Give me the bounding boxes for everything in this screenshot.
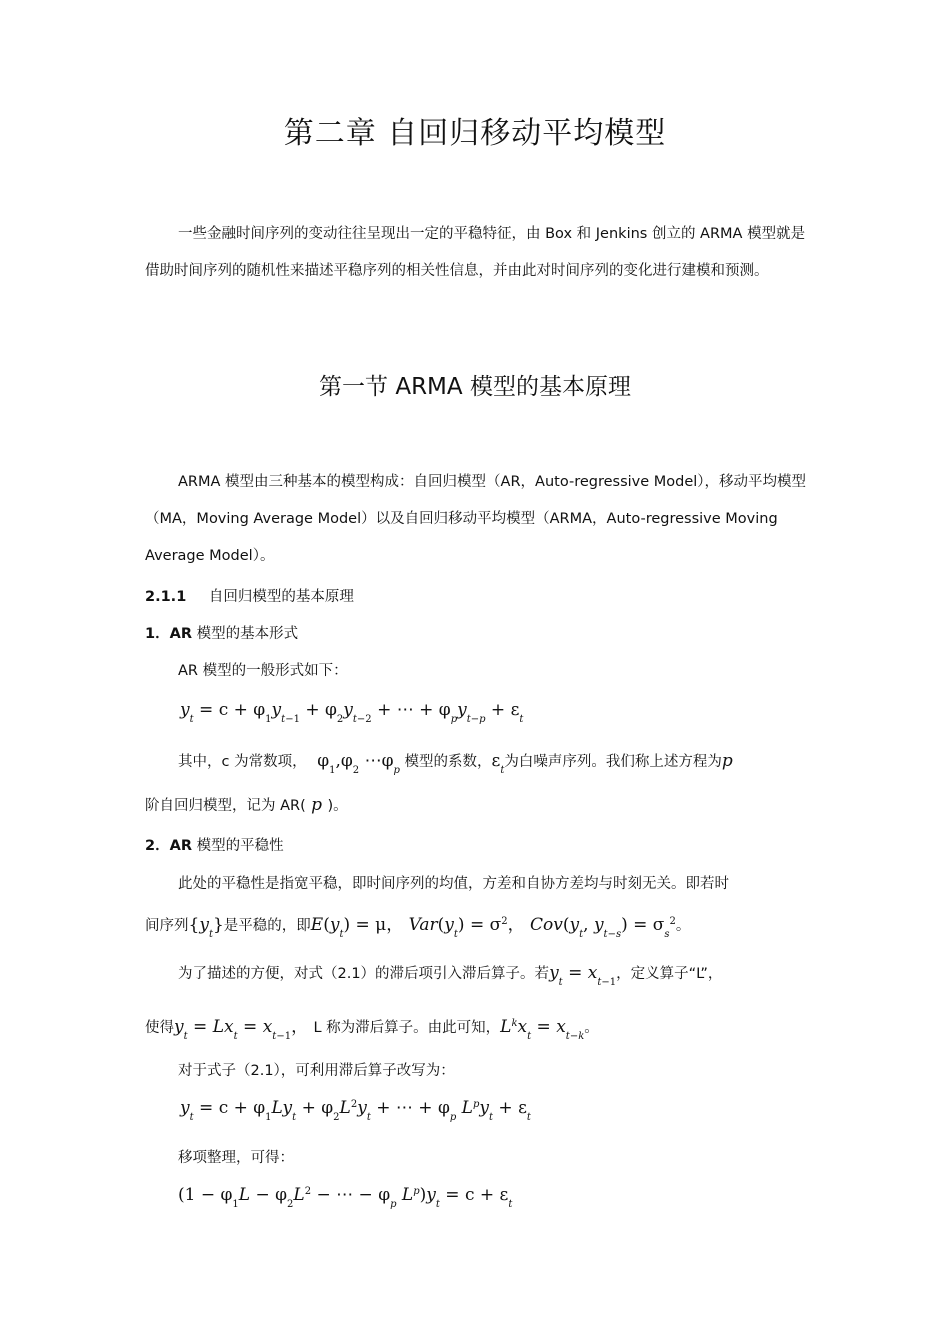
stationarity-line1: 此处的平稳性是指宽平稳，即时间序列的均值，方差和自协方差均与时刻无关。即若时 — [178, 876, 729, 892]
item1-heading — [145, 622, 298, 643]
lag-form-equation: $y_t = c + \varphi_1Ly_t + \varphi_2L^2y_t$ + ⋯ + $\varphi_p$ $L^py_t + \varepsilon_t$ — [180, 1098, 531, 1123]
item1-number: 1． — [145, 626, 170, 642]
arma-paragraph: ARMA 模型由三种基本的模型构成：自回归模型（AR，Auto-regressive Model），移动平均模型（MA，Moving Average Model）以及自回归移动平均模型（ARMA，Auto-regressive Moving Average Model）。 — [145, 474, 807, 564]
where-part4: 阶自回归模型，记为 AR( — [145, 798, 306, 814]
chapter-title: 第二章 自回归移动平均模型 — [283, 116, 667, 151]
intro-paragraph: 一些金融时间序列的变动往往呈现出一定的平稳特征，由 Box 和 Jenkins 创立的 ARMA 模型就是借助时间序列的随机性来描述平稳序列的相关性信息，并由此对时间序列的变化进行建模和预测。 — [145, 226, 806, 279]
subsection-heading — [145, 585, 354, 606]
series-set: $\{y_t\}$ — [188, 915, 224, 940]
item2-title: 模型的平稳性 — [191, 838, 284, 854]
where-part3: 为白噪声序列。我们称上述方程为 — [504, 754, 722, 770]
lag-operator-eq: $y_t = Lx_t = x_{t-1}$， — [174, 1017, 314, 1042]
p-symbol: p — [721, 751, 733, 771]
rewrite-intro: 对于式子（2.1），可利用滞后算子改写为： — [178, 1063, 455, 1079]
where-part5: )。 — [327, 798, 348, 814]
lag-line1 — [178, 962, 722, 988]
rearranged-equation: ($1 - \varphi_1L - \varphi_2L^2$ − ⋯ − $\varphi_p$ $L^p)y_t = c + \varepsilon_t$ — [178, 1185, 513, 1210]
item2-heading — [145, 834, 284, 855]
rearrange-intro: 移项整理，可得： — [178, 1150, 294, 1166]
subsection-number: 2.1.1 — [145, 589, 187, 605]
stationarity-mid: 是平稳的，即 — [223, 918, 311, 934]
lag-line1-prefix: 为了描述的方便，对式（2.1）的滞后项引入滞后算子。若 — [178, 966, 550, 982]
where-part1: 其中，c 为常数项， — [178, 754, 307, 770]
phi-coefficients: $\varphi_1,\varphi_2$ $\cdots\varphi_p$ — [317, 751, 400, 776]
item1-title: 模型的基本形式 — [191, 626, 299, 642]
lag-line1-suffix: ，定义算子“L”， — [616, 966, 723, 982]
where-line2 — [145, 794, 348, 815]
item1-bold: AR — [169, 626, 192, 642]
stationarity-end: 。 — [675, 918, 691, 934]
lag-definition: $y_t = x_{t-1}$ — [549, 963, 617, 988]
lag-line2-prefix: 使得 — [145, 1020, 174, 1036]
ar-equation: $y_t = c + \varphi_1y_{t-1} + \varphi_2y_{t-2}$ + ⋯ + $\varphi_py_{t-p} + \varepsilon_t$ — [180, 700, 524, 725]
lag-line2-mid: L 称为滞后算子。由此可知， — [313, 1020, 501, 1036]
item2-number: 2． — [145, 838, 170, 854]
p-symbol-2: p — [305, 795, 328, 815]
lag-line2-end: 。 — [584, 1020, 599, 1036]
subsection-title: 自回归模型的基本原理 — [208, 589, 354, 605]
where-line1 — [178, 750, 733, 776]
lag-k-eq: $L^kx_t = x_{t-k}$ — [500, 1017, 585, 1042]
lag-line2 — [145, 1012, 599, 1042]
stationarity-conditions: $E(y_t) = \mu$， $Var(y_t) = \sigma^2$， $Cov(y_t$, $y_{t-s}) = \sigma_s^2$ — [310, 915, 676, 940]
ar-form-intro: AR 模型的一般形式如下： — [178, 663, 348, 679]
stationarity-line2 — [145, 910, 690, 940]
where-part2: 模型的系数， — [399, 754, 492, 770]
epsilon-t: $\varepsilon_t$ — [491, 751, 505, 776]
stationarity-prefix: 间序列 — [145, 918, 189, 934]
item2-bold: AR — [169, 838, 192, 854]
section-title: 第一节 ARMA 模型的基本原理 — [319, 374, 631, 400]
